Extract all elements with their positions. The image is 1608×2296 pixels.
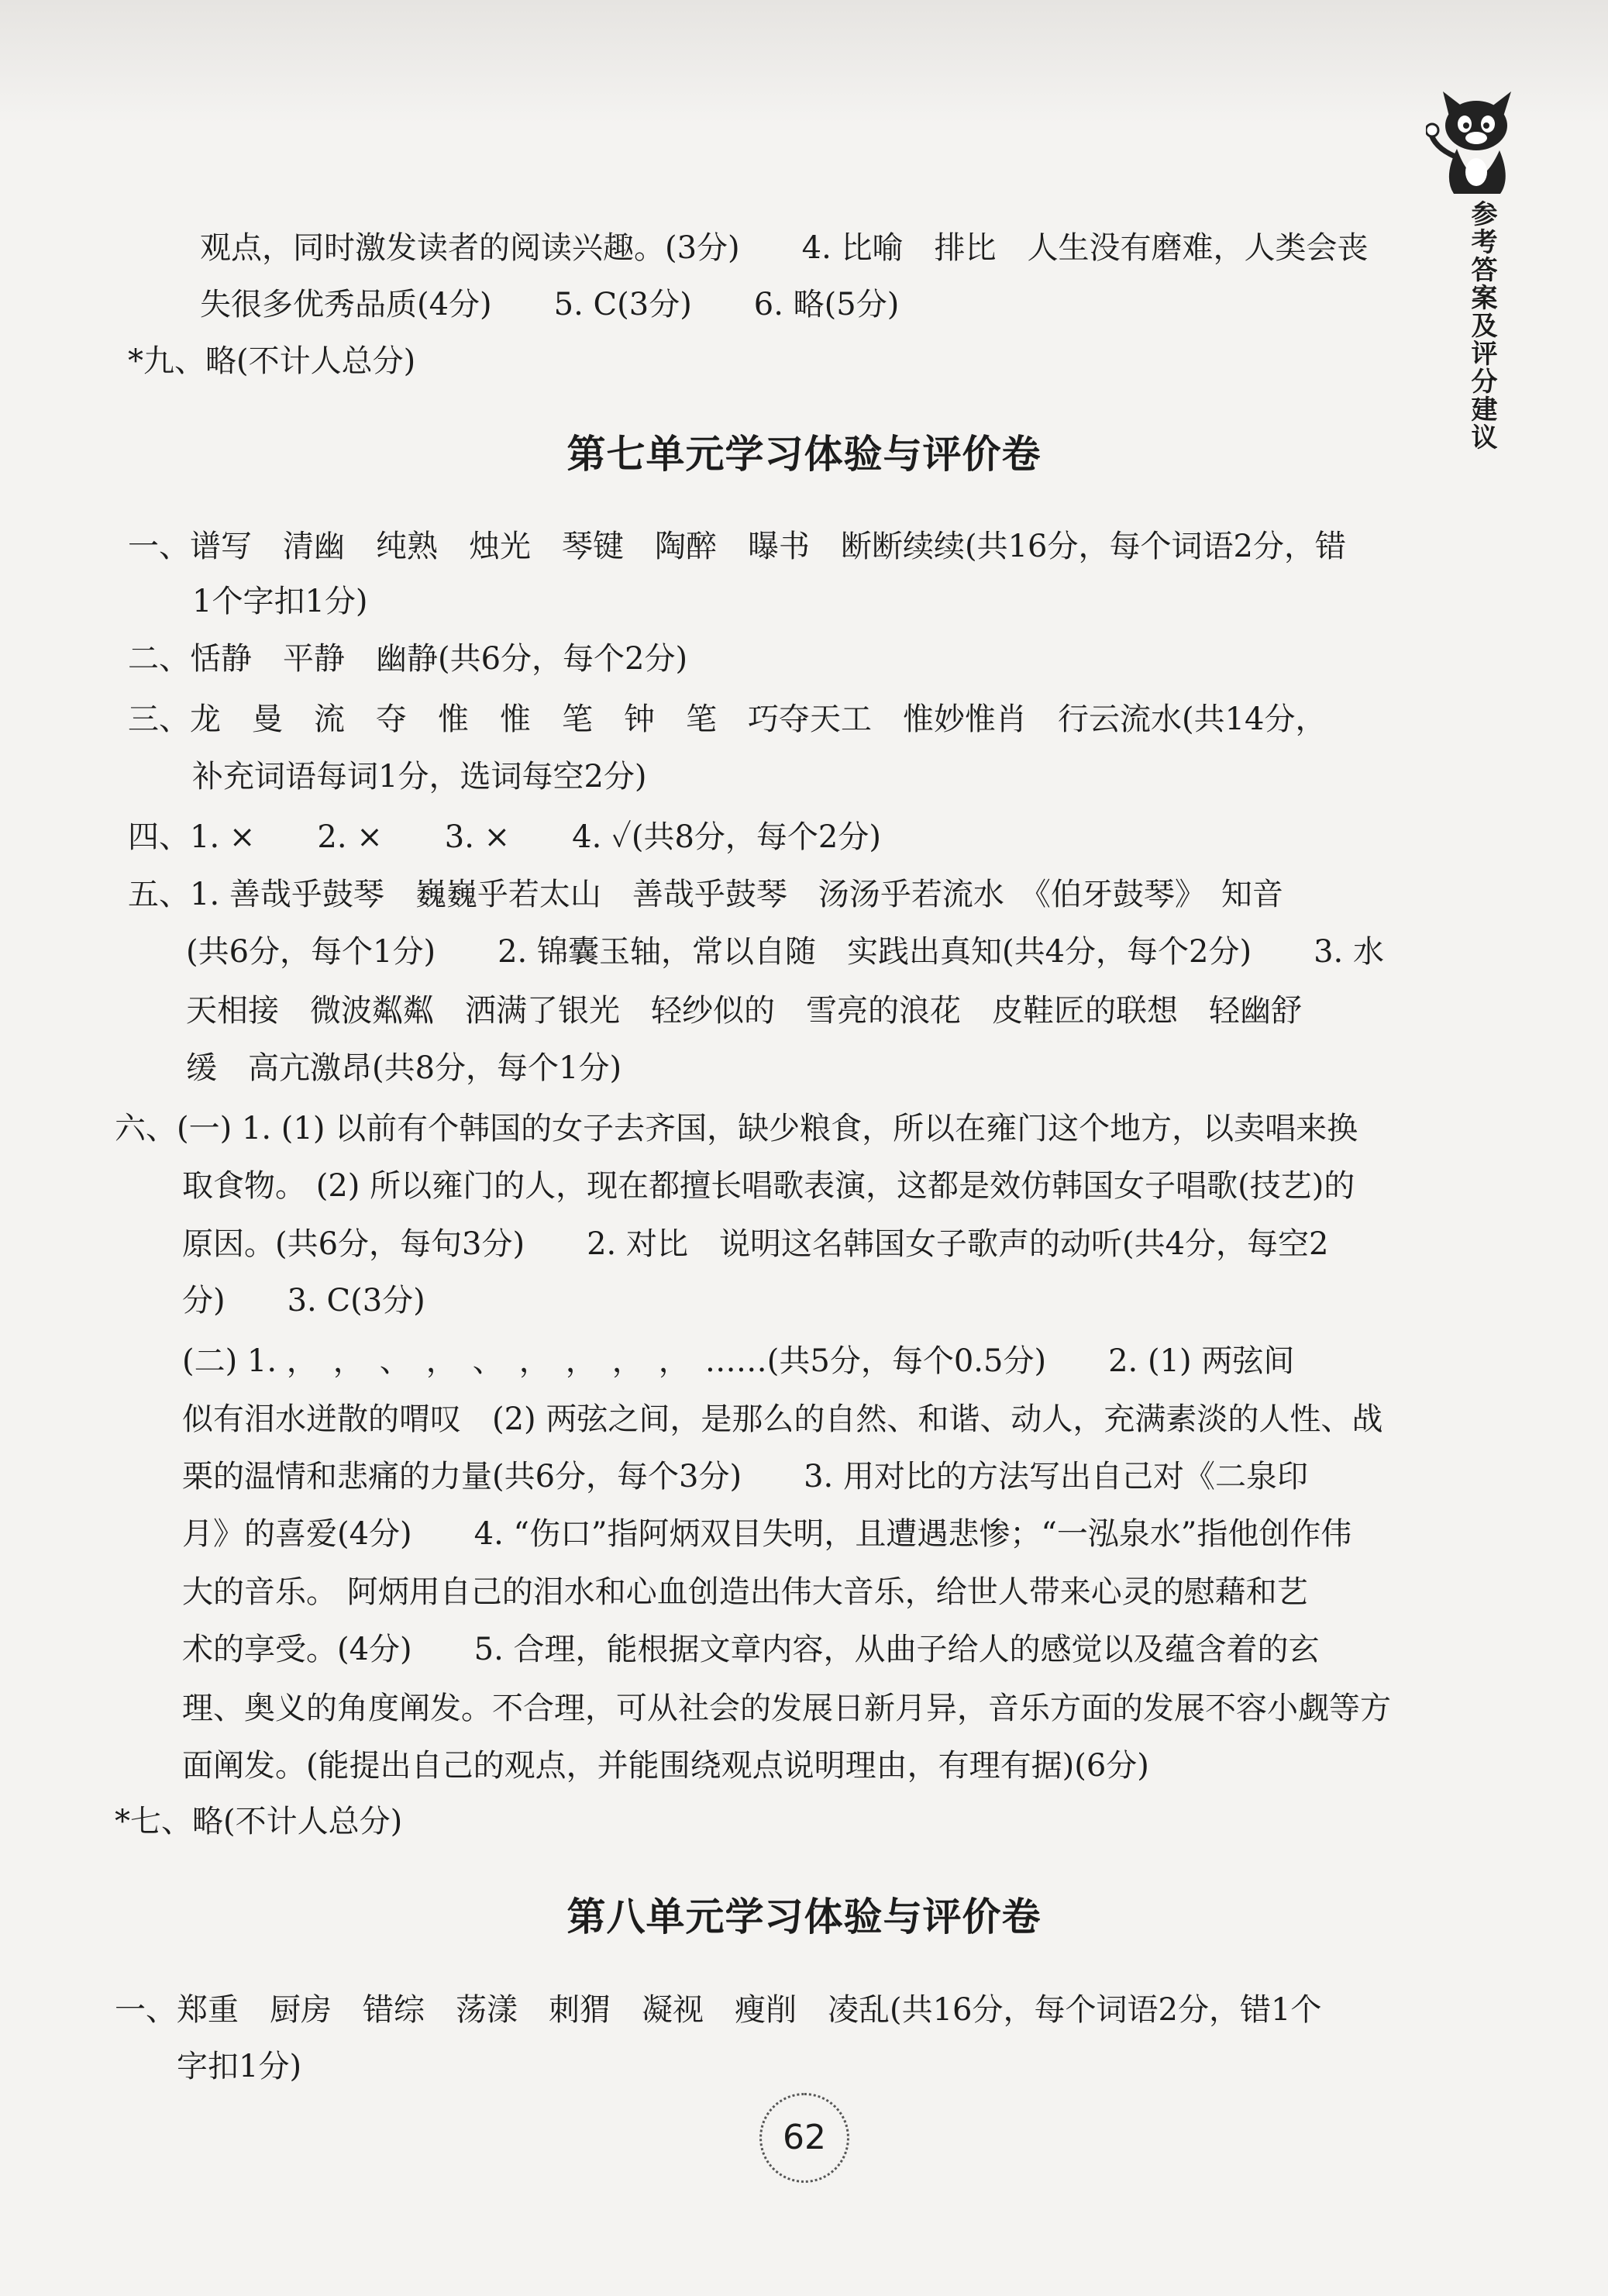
- side-section-label: 参考答案及评分建议: [1466, 200, 1497, 451]
- text-line: 四、1. × 2. × 3. × 4. ✓(共8分，每个2分): [128, 819, 881, 855]
- text-line: 似有泪水迸散的喟叹 (2) 两弦之间，是那么的自然、和谐、动人，充满素淡的人性、战: [182, 1401, 1383, 1437]
- text-line: (二) 1. ， ， 、 ， 、 ， ， ， ， ……(共5分，每个0.5分) 2. (1) 两弦间: [182, 1343, 1295, 1379]
- text-line: 分) 3. C(3分): [182, 1283, 425, 1319]
- text-line: 失很多优秀品质(4分) 5. C(3分) 6. 略(5分): [200, 287, 900, 322]
- text-line: 天相接 微波粼粼 洒满了银光 轻纱似的 雪亮的浪花 皮鞋匠的联想 轻幽舒: [186, 993, 1302, 1029]
- text-line: 五、1. 善哉乎鼓琴 巍巍乎若太山 善哉乎鼓琴 汤汤乎若流水 《伯牙鼓琴》 知音: [128, 877, 1283, 912]
- text-line: 三、龙 曼 流 夺 惟 惟 笔 钟 笔 巧夺天工 惟妙惟肖 行云流水(共14分，: [128, 702, 1327, 737]
- page-number: 62: [783, 2118, 826, 2157]
- scan-shading: [0, 0, 1608, 124]
- text-line: 二、恬静 平静 幽静(共6分，每个2分): [128, 641, 688, 677]
- text-line: 术的享受。(4分) 5. 合理，能根据文章内容，从曲子给人的感觉以及蕴含着的玄: [182, 1632, 1320, 1667]
- text-line: 1个字扣1分): [192, 584, 368, 619]
- section-title: [0, 429, 1608, 479]
- section-title: [0, 1892, 1608, 1942]
- text-line: 六、(一) 1. (1) 以前有个韩国的女子去齐国，缺少粮食，所以在雍门这个地方，以卖唱来换: [115, 1111, 1358, 1146]
- text-line: 一、郑重 厨房 错综 荡漾 刺猬 凝视 瘦削 凌乱(共16分，每个词语2分，错1个: [115, 1992, 1322, 2028]
- text-line: 观点，同时激发读者的阅读兴趣。(3分) 4. 比喻 排比 人生没有磨难，人类会丧: [200, 230, 1369, 266]
- text-line: 一、谱写 清幽 纯熟 烛光 琴键 陶醉 曝书 断断续续(共16分，每个词语2分，错: [128, 529, 1346, 564]
- cat-mascot-icon: [1426, 85, 1527, 202]
- text-line: *九、略(不计人总分): [128, 343, 416, 379]
- text-line: 补充词语每词1分，选词每空2分): [192, 759, 647, 795]
- text-line: 理、奥义的角度阐发。不合理，可从社会的发展日新月异，音乐方面的发展不容小觑等方: [182, 1691, 1391, 1726]
- text-line: 字扣1分): [177, 2049, 302, 2084]
- text-line: 大的音乐。 阿炳用自己的泪水和心血创造出伟大音乐，给世人带来心灵的慰藉和艺: [182, 1574, 1308, 1610]
- text-line: 月》的喜爱(4分) 4. “伤口”指阿炳双目失明，且遭遇悲惨；“一泓泉水”指他创作伟: [182, 1516, 1352, 1552]
- text-line: 栗的温情和悲痛的力量(共6分，每个3分) 3. 用对比的方法写出自己对《二泉印: [182, 1459, 1308, 1494]
- section-title-text: 第八单元学习体验与评价卷: [566, 1894, 1042, 1939]
- page-number-badge: [759, 2093, 849, 2183]
- section-title-text: 第七单元学习体验与评价卷: [566, 432, 1042, 477]
- text-line: *七、略(不计人总分): [115, 1804, 403, 1839]
- text-line: (共6分，每个1分) 2. 锦囊玉轴，常以自随 实践出真知(共4分，每个2分) 3. 水: [186, 934, 1384, 970]
- text-line: 面阐发。(能提出自己的观点，并能围绕观点说明理由，有理有据)(6分): [182, 1748, 1149, 1784]
- text-line: 缓 高亢激昂(共8分，每个1分): [186, 1050, 622, 1086]
- text-line: 取食物。 (2) 所以雍门的人，现在都擅长唱歌表演，这都是效仿韩国女子唱歌(技艺)的: [182, 1168, 1355, 1204]
- text-line: 原因。(共6分，每句3分) 2. 对比 说明这名韩国女子歌声的动听(共4分，每空2: [182, 1226, 1329, 1262]
